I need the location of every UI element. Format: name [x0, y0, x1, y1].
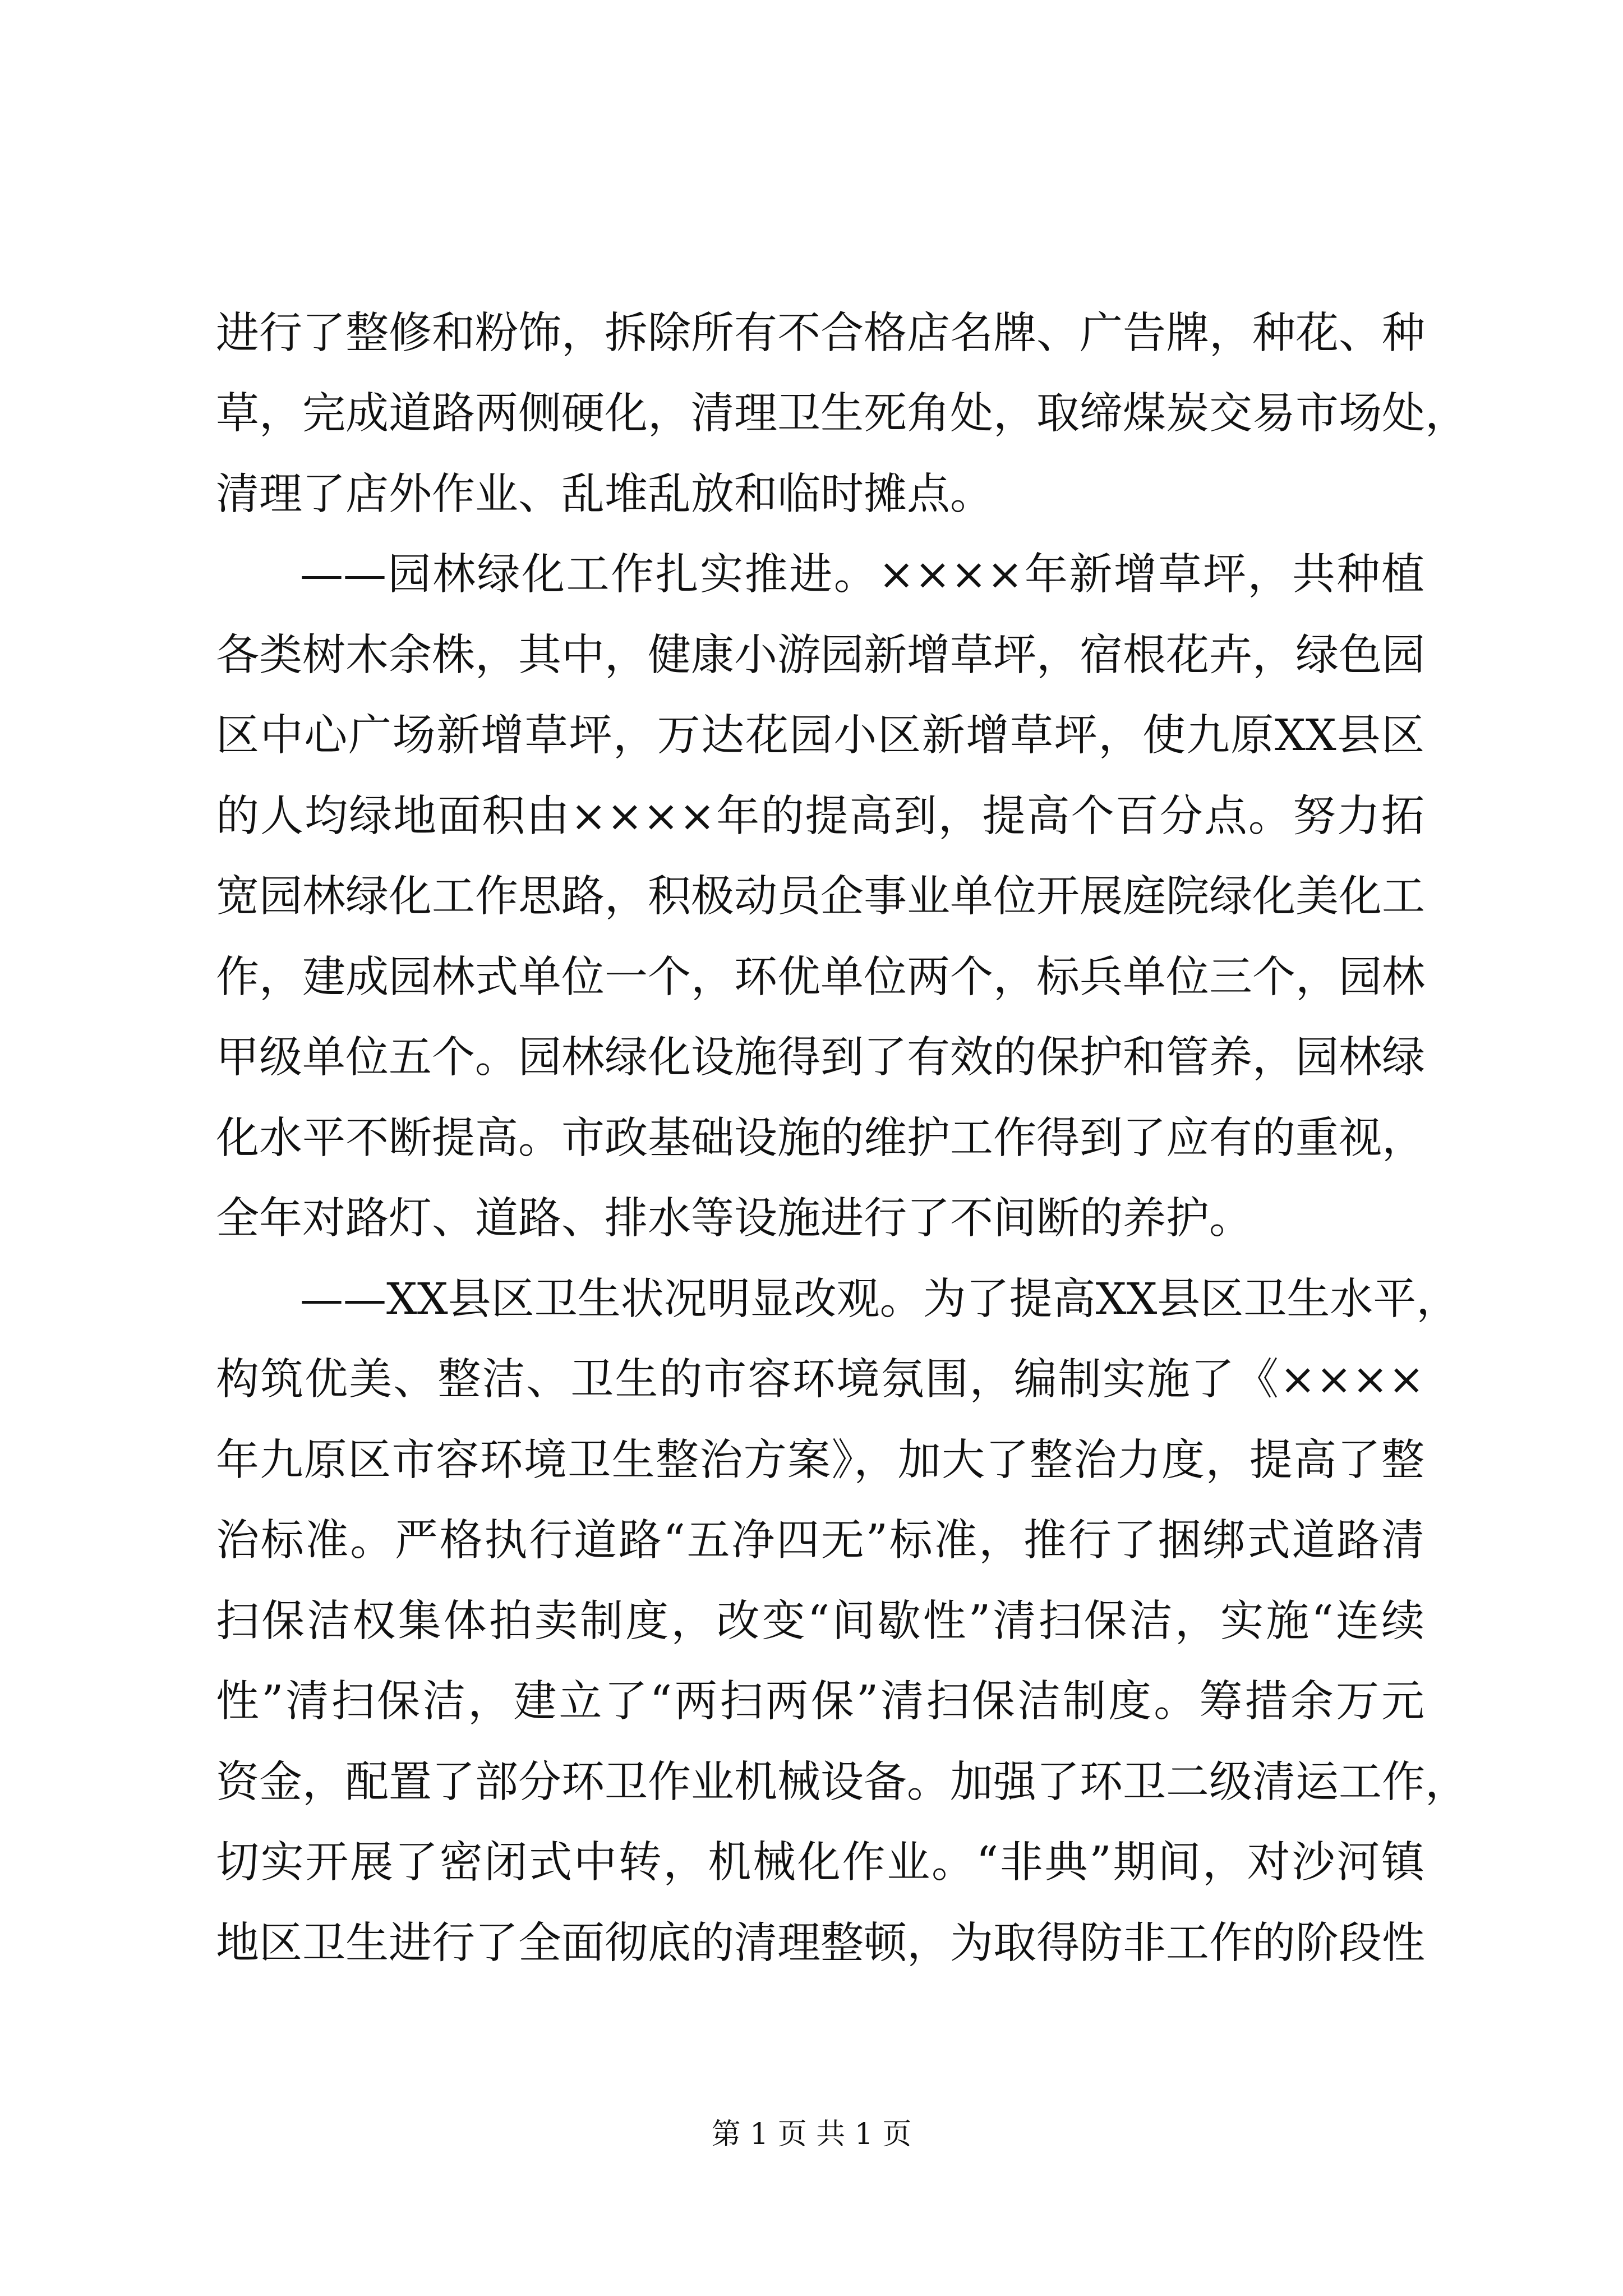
text-line: 进行了整修和粉饰，拆除所有不合格店名牌、广告牌，种花、种 [216, 309, 1425, 358]
text-line: 作，建成园林式单位一个，环优单位两个，标兵单位三个，园林 [216, 953, 1425, 1002]
text-line: 构筑优美、整洁、卫生的市容环境氛围，编制实施了《×××× [216, 1355, 1424, 1405]
text-line: 治标准。严格执行道路“五净四无”标准，推行了捆绑式道路清 [216, 1516, 1424, 1566]
text-line: 地区卫生进行了全面彻底的清理整顿，为取得防非工作的阶段性 [216, 1918, 1425, 1968]
text-line: 区中心广场新增草坪，万达花园小区新增草坪，使九原XX县区 [216, 711, 1424, 761]
text-line: 切实开展了密闭式中转，机械化作业。“非典”期间，对沙河镇 [216, 1838, 1424, 1888]
text-line: 甲级单位五个。园林绿化设施得到了有效的保护和管养，园林绿 [216, 1033, 1425, 1083]
text-line: 的人均绿地面积由××××年的提高到，提高个百分点。努力拓 [216, 792, 1424, 841]
text-line: 各类树木余株，其中，健康小游园新增草坪，宿根花卉，绿色园 [216, 631, 1425, 680]
text-line: 化水平不断提高。市政基础设施的维护工作得到了应有的重视， [216, 1114, 1425, 1163]
text-line: 资金，配置了部分环卫作业机械设备。加强了环卫二级清运工作， [216, 1757, 1468, 1807]
text-line: ——园林绿化工作扎实推进。××××年新增草坪，共种植 [300, 550, 1424, 600]
text-line: ——XX县区卫生状况明显改观。为了提高XX县区卫生水平， [300, 1274, 1460, 1324]
text-line: 性”清扫保洁，建立了“两扫两保”清扫保洁制度。筹措余万元 [216, 1677, 1424, 1727]
text-line: 宽园林绿化工作思路，积极动员企事业单位开展庭院绿化美化工 [216, 872, 1425, 922]
text-line: 全年对路灯、道路、排水等设施进行了不间断的养护。 [216, 1194, 1252, 1244]
text-line: 草，完成道路两侧硬化，清理卫生死角处，取缔煤炭交易市场处， [216, 389, 1468, 439]
page-footer: 第 1 页 共 1 页 [711, 2118, 912, 2151]
text-line: 年九原区市容环境卫生整治方案》，加大了整治力度，提高了整 [216, 1435, 1424, 1485]
text-line: 清理了店外作业、乱堆乱放和临时摊点。 [216, 470, 993, 519]
text-line: 扫保洁权集体拍卖制度，改变“间歇性”清扫保洁，实施“连续 [216, 1596, 1424, 1646]
